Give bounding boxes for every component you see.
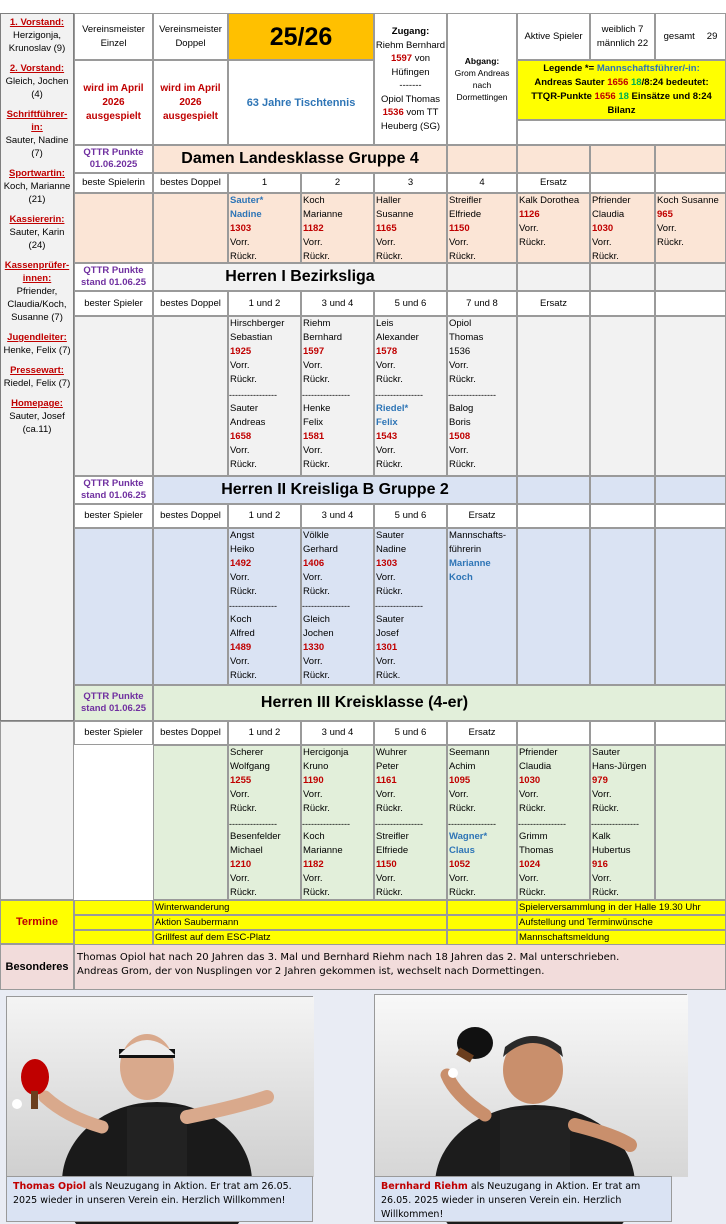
player-name: Streifler Elfriede [376, 831, 409, 856]
officer-name: Herzigonja, Krunoslav (9) [8, 30, 66, 54]
player-name: Leis Alexander [376, 318, 419, 343]
board-sidebar [0, 13, 74, 721]
season-title: 25/26 [228, 13, 374, 60]
termine-date [447, 930, 517, 945]
player-points: 1165 [376, 223, 397, 234]
player-entry [302, 402, 373, 474]
player-rounds: Vorr. Rückr. [303, 873, 330, 898]
separator-line: ---------------- [375, 819, 423, 829]
player-points: 1543 [376, 431, 398, 442]
column-header: Ersatz [447, 721, 517, 745]
player-entry [591, 746, 654, 816]
grid-cell [517, 316, 590, 476]
player-points: 1508 [449, 431, 471, 442]
column-header: 3 und 4 [301, 291, 374, 316]
player-name: Koch Alfred [230, 614, 255, 639]
player-name: Pfriender Claudia [519, 747, 558, 772]
column-header-empty [655, 504, 726, 528]
player-points: 1095 [449, 775, 471, 786]
player-name: Opiol Thomas 1536 [449, 318, 484, 357]
player-name: Wagner* Claus [449, 831, 488, 856]
player-points: 1150 [449, 223, 470, 234]
termine-event: Winterwanderung [153, 900, 447, 915]
player-rounds: Vorr. Rückr. [303, 789, 330, 814]
column-header: 1 [228, 173, 301, 193]
player-name: Balog Boris [449, 403, 474, 428]
officer-role: Jugendleiter: [7, 332, 67, 343]
player-rounds: Vorr. Rückr. [376, 445, 403, 470]
column-header: bestes Doppel [153, 291, 228, 316]
column-header: 2 [301, 173, 374, 193]
separator-line: ---------------- [229, 819, 277, 829]
column-header: 1 und 2 [228, 504, 301, 528]
termine-date [447, 915, 517, 930]
player-name: Streifler Elfriede [449, 195, 482, 220]
player-points: 1489 [230, 642, 252, 653]
player-name: Hirschberger Sebastian [230, 318, 285, 343]
separator-line: ---------------- [375, 601, 423, 611]
player-rounds: Vorr. Rückr. [303, 237, 330, 262]
separator-line: ---------------- [375, 390, 423, 400]
officer-role: Sportwartin: [9, 168, 65, 179]
grid-cell [655, 316, 726, 476]
player-entry [375, 613, 446, 683]
column-header: 4 [447, 173, 517, 193]
player-points: 1303 [230, 223, 252, 234]
player-entry [375, 830, 446, 900]
damen-hdr-fill [517, 145, 590, 173]
column-header: 5 und 6 [374, 291, 447, 316]
einzel-header: Vereinsmeister Einzel [74, 13, 153, 60]
player-name: Pfriender Claudia [592, 195, 631, 220]
player-rounds: Vorr. Rück. [376, 656, 401, 681]
column-header: bester Spieler [74, 504, 153, 528]
herren2-qttr: QTTR Punkte stand 01.06.25 [74, 476, 153, 504]
termine-event: Aktion Saubermann [153, 915, 447, 930]
gender-count: weiblich 7 männlich 22 [590, 13, 655, 60]
player-name: Sauter Nadine [376, 530, 407, 555]
player-name: Seemann Achim [449, 747, 490, 772]
player-entry [518, 194, 589, 262]
termine-event: Spielerversammlung in der Halle 19.30 Uhr [517, 900, 726, 915]
officer-role: Homepage: [11, 398, 63, 409]
herren3-title: Herren III Kreisklasse (4-er) [153, 685, 726, 721]
captain-label: Mannschafts- führerin [449, 530, 507, 555]
column-header: bester Spieler [74, 721, 153, 745]
herren1-title: Herren I Bezirksliga [153, 263, 447, 291]
herren1-qttr: QTTR Punkte stand 01.06.25 [74, 263, 153, 291]
player-entry [375, 402, 446, 474]
player-name: Wuhrer Peter [376, 747, 407, 772]
column-header-empty [655, 173, 726, 193]
legend-spacer [517, 120, 726, 145]
sidebar-fill [0, 721, 74, 900]
player-points: 1578 [376, 346, 398, 357]
player-name: Kalk Dorothea [519, 195, 580, 206]
player-entry [229, 613, 300, 683]
damen-hdr-fill [447, 145, 517, 173]
player-entry [448, 317, 516, 387]
player-entry [302, 613, 373, 683]
grid-cell [153, 745, 228, 900]
officer-name: Pfriender, Claudia/Koch, Susanne (7) [7, 286, 67, 323]
doppel-note: wird im April 2026 ausgespielt [153, 60, 228, 145]
player-points: 979 [592, 775, 608, 786]
column-header: 3 und 4 [301, 504, 374, 528]
player-entry [448, 402, 516, 474]
player-points: 1182 [303, 223, 324, 234]
player-rounds: Vorr. Rückr. [376, 237, 403, 262]
grid-cell [74, 193, 153, 263]
column-header: 5 und 6 [374, 504, 447, 528]
termine-date [74, 915, 153, 930]
player-name: Haller Susanne [376, 195, 414, 220]
player-entry [375, 194, 446, 262]
column-header-empty [655, 721, 726, 745]
player-rounds: Vorr. Rückr. [230, 445, 257, 470]
player-rounds: Vorr. Rückr. [230, 572, 257, 597]
team-captain [448, 529, 516, 583]
officer-name: Riedel, Felix (7) [3, 378, 71, 389]
player-entry [375, 529, 446, 599]
player-entry [448, 830, 516, 900]
player-entry [229, 402, 300, 474]
separator-line: ---------------- [518, 819, 566, 829]
player-name: Riehm Bernhard [303, 318, 343, 343]
player-rounds: Vorr. Rückr. [449, 873, 476, 898]
photo-thomas-opiol [6, 996, 313, 1176]
player-points: 1658 [230, 431, 252, 442]
column-header-empty [590, 504, 655, 528]
termine-date [74, 930, 153, 945]
grid-cell [655, 745, 726, 900]
player-name: Scherer Wolfgang [230, 747, 270, 772]
player-points: 1210 [230, 859, 252, 870]
doppel-header: Vereinsmeister Doppel [153, 13, 228, 60]
officer-role: Schriftführer-in: [6, 109, 68, 133]
player-name: Sauter Hans-Jürgen [592, 747, 647, 772]
player-rounds: Vorr. Rückr. [230, 237, 257, 262]
officer-name: Gleich, Jochen (4) [5, 76, 69, 100]
column-header-empty [517, 504, 590, 528]
player-entry [229, 317, 300, 387]
herren2-title: Herren II Kreisliga B Gruppe 2 [153, 476, 517, 504]
player-entry [375, 746, 446, 816]
grid-cell [655, 528, 726, 685]
player-rounds: Vorr. Rückr. [376, 789, 403, 814]
player-rounds: Vorr. Rückr. [376, 572, 403, 597]
player-points: 916 [592, 859, 608, 870]
herren1-hdr-fill [590, 263, 655, 291]
column-header: 1 und 2 [228, 721, 301, 745]
total-count: gesamt 29 [655, 13, 726, 60]
player-points: 1190 [303, 775, 324, 786]
abgang-box: Abgang: Grom Andreas nach Dormettingen [447, 13, 517, 145]
separator-line: ---------------- [302, 390, 350, 400]
player-entry [302, 529, 373, 599]
player-name: Koch Marianne [303, 831, 343, 856]
officer-role: 2. Vorstand: [9, 63, 65, 74]
damen-qttr: QTTR Punkte 01.06.2025 [74, 145, 153, 173]
aktive-label: Aktive Spieler [517, 13, 590, 60]
termine-date [74, 900, 153, 915]
column-header: beste Spielerin [74, 173, 153, 193]
herren2-hdr-fill [590, 476, 655, 504]
player-points: 1024 [519, 859, 541, 870]
player-entry [448, 746, 516, 816]
herren2-hdr-fill [517, 476, 590, 504]
player-entry [518, 830, 589, 900]
officer-role: Pressewart: [10, 365, 64, 376]
player-rounds: Vorr. Rückr. [303, 572, 330, 597]
player-entry [229, 746, 300, 816]
player-rounds: Vorr. Rückr. [303, 360, 330, 385]
caption-bernhard-riehm: Bernhard Riehm als Neuzugang in Aktion. Er trat am 26.05. 2025 wieder in unseren Verein ein. Herzlich Willkommen! [374, 1176, 672, 1222]
column-header-empty [655, 291, 726, 316]
column-header: 3 [374, 173, 447, 193]
player-name: Angst Heiko [230, 530, 255, 555]
player-points: 1581 [303, 431, 325, 442]
player-rounds: Vorr. Rückr. [230, 360, 257, 385]
player-name: Hercigonja Kruno [303, 747, 349, 772]
player-points: 1925 [230, 346, 252, 357]
officer-name: Sauter, Nadine (7) [5, 135, 69, 159]
column-header-empty [590, 291, 655, 316]
separator-line: ---------------- [302, 819, 350, 829]
player-name: Sauter Josef [376, 614, 404, 639]
damen-title: Damen Landesklasse Gruppe 4 [153, 145, 447, 173]
player-points: 1030 [592, 223, 614, 234]
player-rounds: Vorr. Rückr. [303, 445, 330, 470]
player-points: 1150 [376, 859, 397, 870]
player-rounds: Vorr. Rückr. [592, 873, 619, 898]
officer-name: Sauter, Josef (ca.11) [9, 411, 65, 435]
player-entry [656, 194, 725, 262]
officer-role: 1. Vorstand: [9, 17, 65, 28]
column-header: 5 und 6 [374, 721, 447, 745]
player-points: 1052 [449, 859, 471, 870]
captain-name: Marianne Koch [449, 558, 491, 583]
player-rounds: Vorr. Rückr. [376, 360, 403, 385]
player-entry [229, 830, 300, 900]
column-header-empty [590, 721, 655, 745]
player-points: 1406 [303, 558, 325, 569]
player-points: 965 [657, 209, 673, 220]
player-rounds: Vorr. Rückr. [592, 237, 619, 262]
legend-box: Legende *= Mannschaftsführer/-in: Andreas Sauter 1656 18/8:24 bedeutet: TTQR-Punkte 1656 18 Einsätze und 8:24 Bilanz [517, 60, 726, 120]
player-name: Völkle Gerhard [303, 530, 338, 555]
grid-cell [153, 193, 228, 263]
officer-name: Sauter, Karin (24) [9, 227, 65, 251]
player-entry [591, 830, 654, 900]
column-header: bestes Doppel [153, 173, 228, 193]
player-name: Sauter* Nadine [230, 195, 264, 220]
player-name: Besenfelder Michael [230, 831, 281, 856]
einzel-note: wird im April 2026 ausgespielt [74, 60, 153, 145]
column-header: 7 und 8 [447, 291, 517, 316]
player-entry [229, 194, 300, 262]
column-header: Ersatz [517, 291, 590, 316]
player-entry [448, 194, 516, 262]
grid-cell [74, 528, 153, 685]
caption-thomas-opiol: Thomas Opiol als Neuzugang in Aktion. Er trat am 26.05. 2025 wieder in unseren Verein ein. Herzlich Willkommen! [6, 1176, 313, 1222]
player-entry [375, 317, 446, 387]
separator-line: ---------------- [302, 601, 350, 611]
photo-bernhard-riehm [374, 994, 687, 1176]
player-entry [229, 529, 300, 599]
grid-cell [153, 316, 228, 476]
player-rounds: Vorr. Rückr. [230, 873, 257, 898]
herren3-qttr: QTTR Punkte stand 01.06.25 [74, 685, 153, 721]
player-name: Koch Susanne [657, 195, 719, 206]
termine-event: Mannschaftsmeldung [517, 930, 726, 945]
besonderes-label: Besonderes [0, 944, 74, 990]
grid-cell [590, 528, 655, 685]
separator-line: ---------------- [229, 601, 277, 611]
player-entry [302, 194, 373, 262]
damen-hdr-fill [590, 145, 655, 173]
player-points: 1126 [519, 209, 540, 220]
herren2-hdr-fill [655, 476, 726, 504]
player-entry [518, 746, 589, 816]
herren1-hdr-fill [517, 263, 590, 291]
player-points: 1330 [303, 642, 325, 653]
player-rounds: Vorr. Rückr. [449, 237, 476, 262]
player-points: 1255 [230, 775, 252, 786]
officer-role: Kassenprüfer-innen: [4, 260, 70, 284]
player-rounds: Vorr. Rückr. [519, 223, 546, 248]
player-points: 1492 [230, 558, 252, 569]
player-rounds: Vorr. Rückr. [230, 789, 257, 814]
player-points: 1597 [303, 346, 325, 357]
column-header-empty [517, 721, 590, 745]
herren1-hdr-fill [655, 263, 726, 291]
termine-date [447, 900, 517, 915]
zugang-box: Zugang: Riehm Bernhard 1597 von Hüfingen ------- Opiol Thomas 1536 vom TT Heuberg (SG) [374, 13, 447, 145]
player-rounds: Vorr. Rückr. [449, 445, 476, 470]
officer-name: Henke, Felix (7) [3, 345, 71, 356]
player-rounds: Vorr. Rückr. [519, 789, 546, 814]
player-name: Riedel* Felix [376, 403, 409, 428]
player-entry [591, 194, 654, 262]
separator-line: ---------------- [591, 819, 639, 829]
column-header: 3 und 4 [301, 721, 374, 745]
grid-cell [153, 528, 228, 685]
player-name: Henke Felix [303, 403, 331, 428]
termine-label: Termine [0, 900, 74, 944]
player-name: Koch Marianne [303, 195, 343, 220]
separator-line: ---------------- [448, 819, 496, 829]
player-rounds: Vorr. Rückr. [449, 789, 476, 814]
player-rounds: Vorr. Rückr. [449, 360, 476, 385]
player-rounds: Vorr. Rückr. [519, 873, 546, 898]
damen-hdr-fill [655, 145, 726, 173]
column-header-empty [590, 173, 655, 193]
column-header: Ersatz [517, 173, 590, 193]
player-name: Kalk Hubertus [592, 831, 631, 856]
player-points: 1182 [303, 859, 324, 870]
player-rounds: Vorr. Rückr. [592, 789, 619, 814]
column-header: bestes Doppel [153, 721, 228, 745]
termine-event: Aufstellung und Terminwünsche [517, 915, 726, 930]
termine-event: Grillfest auf dem ESC-Platz [153, 930, 447, 945]
player-entry [302, 830, 373, 900]
grid-cell [517, 528, 590, 685]
besonderes-text: Thomas Opiol hat nach 20 Jahren das 3. Mal und Bernhard Riehm nach 18 Jahren das 2. Mal unterschrieben. Andreas Grom, der von Nusplingen vor 2 Jahren gekommen ist, wechselt nach Dormettingen. [74, 944, 726, 990]
herren1-hdr-fill [447, 263, 517, 291]
player-rounds: Vorr. Rückr. [657, 223, 684, 248]
player-rounds: Vorr. Rückr. [230, 656, 257, 681]
player-name: Gleich Jochen [303, 614, 334, 639]
jubilee: 63 Jahre Tischtennis [228, 60, 374, 145]
grid-cell [590, 316, 655, 476]
player-name: Grimm Thomas [519, 831, 554, 856]
grid-cell [74, 316, 153, 476]
separator-line: ---------------- [229, 390, 277, 400]
separator-line: ---------------- [448, 390, 496, 400]
player-name: Sauter Andreas [230, 403, 266, 428]
column-header: bestes Doppel [153, 504, 228, 528]
player-rounds: Vorr. Rückr. [303, 656, 330, 681]
player-rounds: Vorr. Rückr. [376, 873, 403, 898]
column-header: 1 und 2 [228, 291, 301, 316]
player-entry [302, 317, 373, 387]
player-points: 1301 [376, 642, 398, 653]
player-points: 1030 [519, 775, 541, 786]
player-points: 1303 [376, 558, 398, 569]
player-entry [302, 746, 373, 816]
player-points: 1161 [376, 775, 397, 786]
column-header: bester Spieler [74, 291, 153, 316]
officer-role: Kassiererin: [9, 214, 65, 225]
column-header: Ersatz [447, 504, 517, 528]
officer-name: Koch, Marianne (21) [3, 181, 71, 205]
